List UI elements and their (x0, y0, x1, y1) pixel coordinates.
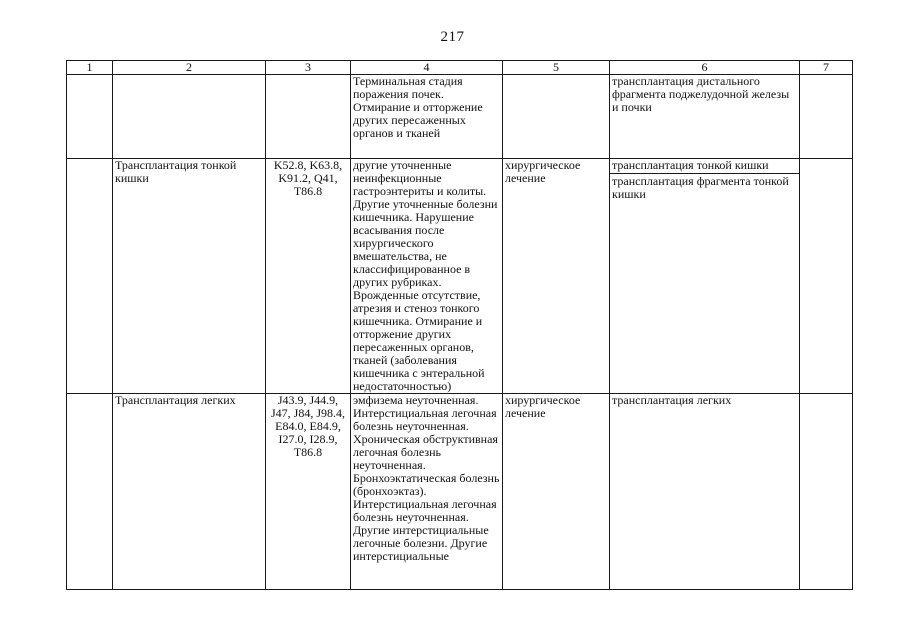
cell-codes (266, 75, 351, 159)
cell-procedure (113, 75, 266, 159)
table-row (67, 75, 853, 159)
cell-method: трансплантация дистального фрагмента поджелудочной железы и почки (610, 75, 800, 159)
cell-number (67, 394, 113, 590)
column-header: 2 (113, 61, 266, 75)
table-row (67, 394, 853, 590)
header-row (67, 61, 853, 75)
column-header: 3 (266, 61, 351, 75)
cell-method-group (610, 159, 800, 394)
cell-procedure: Трансплантация легких (113, 394, 266, 590)
data-table (66, 60, 853, 590)
cell-diagnosis: другие уточненные неинфекционные гастроэнтериты и колиты. Другие уточненные болезни кишечника. Нарушение всасывания после хирургического вмешательства, не классифицированное в других рубриках. Врожденные отсутствие, атрезия и стеноз тонкого кишечника. Отмирание и отторжение других пересаженных органов, тканей (заболевания кишечника с энтеральной недостаточностью) (351, 159, 503, 394)
cell-cost (800, 159, 853, 394)
column-header: 4 (351, 61, 503, 75)
cell-diagnosis: эмфизема неуточненная. Интерстициальная легочная болезнь неуточненная. Хроническая обструктивная легочная болезнь неуточненная. Бронхоэктатическая болезнь (бронхоэктаз). Интерстициальная легочная болезнь неуточненная. Другие интерстициальные легочные болезни. Другие интерстициальные (351, 394, 503, 590)
cell-codes: J43.9, J44.9, J47, J84, J98.4, E84.0, E84.9, I27.0, I28.9, T86.8 (266, 394, 351, 590)
table-row (67, 159, 853, 394)
cell-number (67, 75, 113, 159)
cell-method: трансплантация легких (610, 394, 800, 590)
cell-treatment-type (503, 75, 610, 159)
cell-method: трансплантация фрагмента тонкой кишки (612, 174, 789, 201)
cell-diagnosis: Терминальная стадия поражения почек. Отмирание и отторжение других пересаженных органов и тканей (351, 75, 503, 159)
column-header: 6 (610, 61, 800, 75)
column-header: 1 (67, 61, 113, 75)
cell-method: трансплантация тонкой кишки (610, 159, 799, 174)
cell-treatment-type: хирургическое лечение (503, 159, 610, 394)
cell-treatment-type: хирургическое лечение (503, 394, 610, 590)
cell-codes: K52.8, K63.8, K91.2, Q41, T86.8 (266, 159, 351, 394)
page-number: 217 (440, 29, 465, 45)
cell-procedure: Трансплантация тонкой кишки (113, 159, 266, 394)
cell-cost (800, 75, 853, 159)
cell-cost (800, 394, 853, 590)
cell-number (67, 159, 113, 394)
column-header: 5 (503, 61, 610, 75)
column-header: 7 (800, 61, 853, 75)
